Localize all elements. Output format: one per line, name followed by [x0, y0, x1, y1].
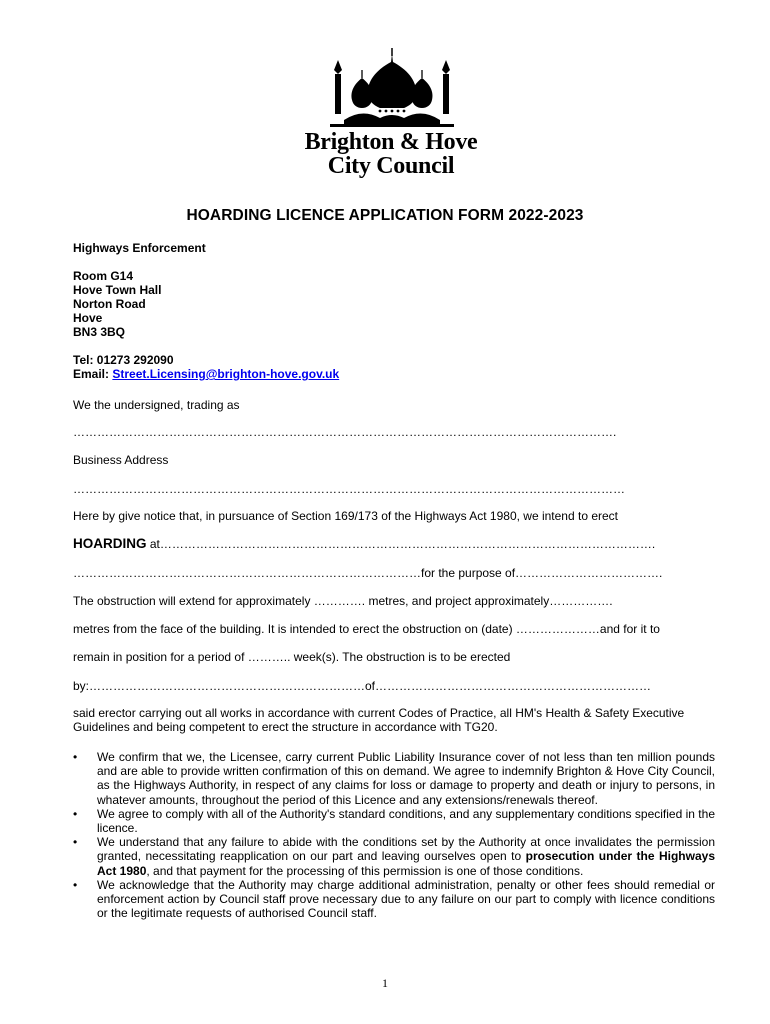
- bullet-icon: •: [73, 750, 78, 764]
- declaration-failure-b: , and that payment for the processing of this permission is one of those conditions.: [146, 863, 584, 878]
- declaration-prosecution: prosecution under the Highways Act 1980: [97, 849, 715, 878]
- trading-as-field[interactable]: ……………………………………………………………………………………………………………………….: [73, 425, 617, 439]
- email-line: [73, 367, 339, 381]
- erector-paragraph: said erector carrying out all works in accordance with current Codes of Practice, all HM's Health & Safety Executive Guidelines and being competent to erect the structure in accordance with TG20.: [73, 706, 685, 734]
- business-address-label: Business Address: [73, 453, 169, 467]
- trading-as-label: We the undersigned, trading as: [73, 398, 240, 412]
- email-link[interactable]: Street.Licensing@brighton-hove.gov.uk: [112, 367, 340, 381]
- bullet-icon: •: [73, 877, 78, 892]
- list-item: [73, 878, 715, 921]
- list-item: [73, 750, 715, 807]
- email-label: Email:: [73, 367, 113, 381]
- erected-by-line[interactable]: by:……………………………………………………………of……………………………………………………………: [73, 679, 652, 693]
- declarations-list: [73, 750, 715, 920]
- royal-pavilion-domes-icon: [322, 48, 462, 130]
- declaration-failure-a: We understand that any failure to abide with the conditions set by the Authority at once invalidates the permission granted, necessitating reapplication on our part and leaving ourselves open to: [97, 835, 715, 864]
- list-item: [73, 807, 715, 835]
- address-line-3: Norton Road: [73, 297, 146, 311]
- metres-from-line[interactable]: metres from the face of the building. It is intended to erect the obstruction on (date) …………………and for it to: [73, 622, 660, 636]
- declaration-insurance: We confirm that we, the Licensee, carry current Public Liability Insurance cover of not less than ten million pounds and are able to provide written confirmation of this on demand. We agree to indemnify Brighton & Hove City Council, as the Highways Authority, in respect of any claims for loss or damage to property and death or injury to persons, in whatever amounts, throughout the period of this Licence and any extensions/renewals thereof.: [97, 750, 715, 807]
- bullet-icon: •: [73, 806, 78, 821]
- list-item: [73, 835, 715, 878]
- org-name-line2: City Council: [327, 153, 455, 179]
- address-line-5: BN3 3BQ: [73, 325, 126, 339]
- department: Highways Enforcement: [73, 241, 206, 255]
- address-line-1: Room G14: [73, 269, 134, 283]
- hoarding-word: HOARDING: [73, 536, 147, 551]
- remain-line[interactable]: remain in position for a period of ……….. week(s). The obstruction is to be erected: [73, 650, 511, 664]
- address-line-4: Hove: [73, 311, 103, 325]
- address-line-2: Hove Town Hall: [73, 283, 162, 297]
- notice-text: Here by give notice that, in pursuance of Section 169/173 of the Highways Act 1980, we intend to erect: [73, 509, 619, 523]
- bullet-icon: •: [73, 835, 78, 850]
- declaration-conditions: We agree to comply with all of the Authority's standard conditions, and any supplementary conditions specified in the licence.: [97, 806, 715, 836]
- declaration-fees: We acknowledge that the Authority may charge additional administration, penalty or other fees should remedial or enforcement action by Council staff prove necessary due to any failure on our part to comply with licence conditions or the legitimate requests of authorised Council staff.: [97, 877, 715, 921]
- extend-line[interactable]: The obstruction will extend for approximately …………. metres, and project approximately…………….: [73, 594, 613, 608]
- hoarding-location-line[interactable]: [73, 537, 655, 551]
- business-address-field[interactable]: …………………………………………………………………………………………………………………………: [73, 482, 625, 496]
- page-number: 1: [382, 976, 388, 990]
- form-title: HOARDING LICENCE APPLICATION FORM 2022-2023: [186, 207, 584, 224]
- council-logo: [290, 48, 500, 178]
- purpose-line[interactable]: ……………………………………………………………………………for the purpose of……………………………….: [73, 566, 663, 580]
- org-name-line1: Brighton & Hove: [304, 129, 478, 155]
- telephone: Tel: 01273 292090: [73, 353, 174, 367]
- hoarding-location-field[interactable]: at…………………………………………………………………………………………………………….: [146, 537, 656, 551]
